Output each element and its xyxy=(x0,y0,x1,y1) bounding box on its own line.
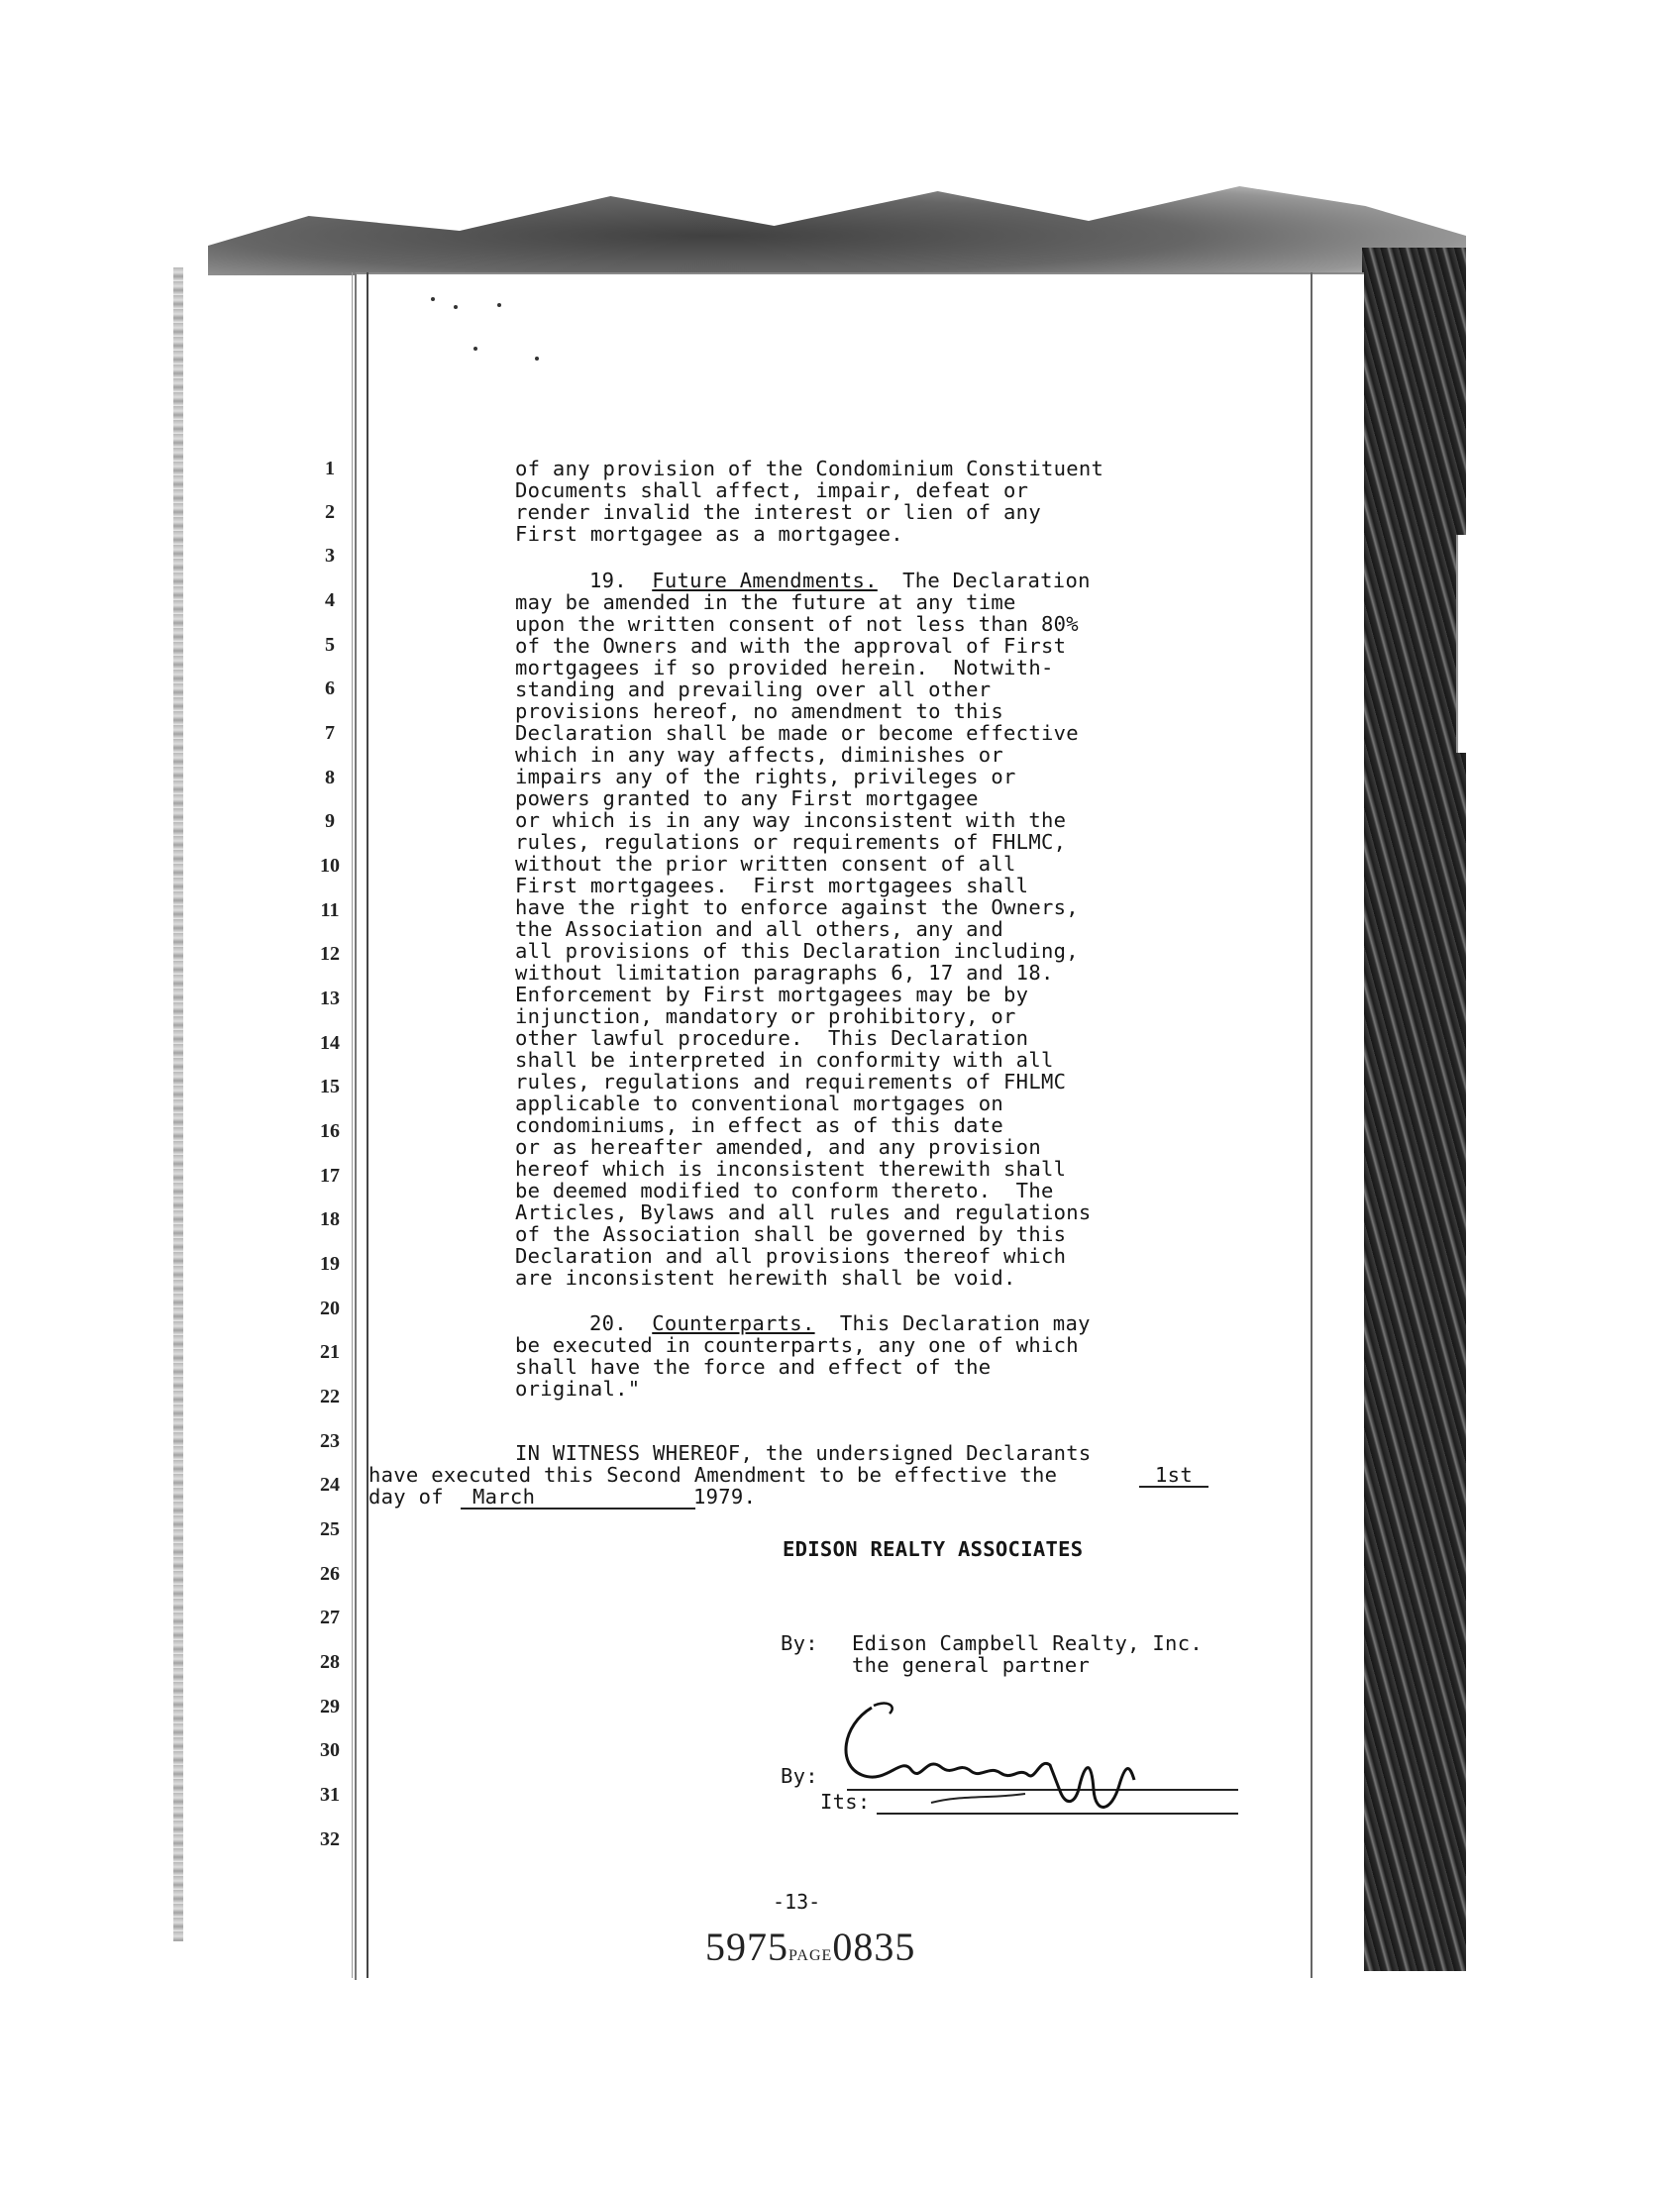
text-line: standing and prevailing over all other xyxy=(515,677,992,701)
text-line: hereof which is inconsistent therewith shall xyxy=(515,1157,1067,1181)
text-line: 1979. xyxy=(693,1485,757,1509)
text-line: day of xyxy=(368,1485,444,1509)
text-line: Articles, Bylaws and all rules and regulations xyxy=(515,1200,1092,1224)
left-margin-rule xyxy=(367,272,368,1978)
line-number: 16 xyxy=(320,1120,340,1142)
paragraph-heading: Counterparts. xyxy=(652,1311,815,1335)
text-line: or which is in any way inconsistent with the xyxy=(515,808,1067,832)
text-line: mortgagees if so provided herein. Notwith- xyxy=(515,656,1054,679)
paragraph-heading-rest: The Declaration xyxy=(902,569,1091,592)
text-line: render invalid the interest or lien of any xyxy=(515,500,1041,524)
paragraph-heading-rest: This Declaration may xyxy=(839,1311,1091,1335)
text-line: injunction, mandatory or prohibitory, or xyxy=(515,1004,1016,1028)
text-line: which in any way affects, diminishes or xyxy=(515,743,1004,767)
scan-speck xyxy=(431,297,435,301)
text-line: of the Association shall be governed by this xyxy=(515,1222,1067,1246)
line-number: 25 xyxy=(320,1518,340,1540)
line-number: 20 xyxy=(320,1298,340,1319)
by-entity: Edison Campbell Realty, Inc. xyxy=(852,1631,1203,1655)
line-number: 13 xyxy=(320,988,340,1009)
line-number: 1 xyxy=(325,458,335,479)
text-line: the Association and all others, any and xyxy=(515,917,1004,941)
paragraph-number: 20. xyxy=(589,1311,627,1335)
line-number: 26 xyxy=(320,1563,340,1585)
line-number: 22 xyxy=(320,1386,340,1407)
book-page-reference xyxy=(705,1924,915,1970)
text-line: Enforcement by First mortgagees may be by xyxy=(515,983,1029,1006)
text-line: without the prior written consent of all xyxy=(515,852,1016,876)
date-month-field: March xyxy=(461,1486,695,1510)
line-number: 19 xyxy=(320,1253,340,1275)
text-line: condominiums, in effect as of this date xyxy=(515,1113,1004,1137)
line-number: 18 xyxy=(320,1208,340,1230)
line-number: 29 xyxy=(320,1696,340,1718)
line-number: 23 xyxy=(320,1430,340,1452)
text-line: First mortgagee as a mortgagee. xyxy=(515,522,903,546)
text-line: of the Owners and with the approval of First xyxy=(515,634,1067,658)
scan-speck xyxy=(473,347,477,351)
book-page-number: 0835 xyxy=(832,1925,916,1969)
its-label: Its: xyxy=(820,1790,871,1814)
paragraph-19-heading-line xyxy=(589,570,1091,591)
signatory-role: the general partner xyxy=(852,1653,1091,1677)
text-line: impairs any of the rights, privileges or xyxy=(515,765,1016,788)
line-number: 28 xyxy=(320,1651,340,1673)
scan-edge-left xyxy=(173,267,183,1941)
text-line: all provisions of this Declaration including, xyxy=(515,939,1079,963)
text-line: have the right to enforce against the Owners, xyxy=(515,895,1079,919)
text-line: be deemed modified to conform thereto. The xyxy=(515,1179,1054,1202)
paragraph-number: 19. xyxy=(589,569,627,592)
line-number: 21 xyxy=(320,1341,340,1363)
scan-speck xyxy=(535,357,539,361)
line-number: 4 xyxy=(325,589,335,611)
scan-paper-fragment xyxy=(1456,535,1484,753)
text-line: shall have the force and effect of the xyxy=(515,1355,992,1379)
text-line: powers granted to any First mortgagee xyxy=(515,786,979,810)
line-number: 30 xyxy=(320,1739,340,1761)
line-number: 6 xyxy=(325,677,335,699)
line-number: 15 xyxy=(320,1076,340,1097)
text-line: may be amended in the future at any time xyxy=(515,590,1016,614)
line-number: 10 xyxy=(320,855,340,877)
by-label: By: xyxy=(781,1631,818,1655)
line-number: 11 xyxy=(320,899,340,921)
line-number: 24 xyxy=(320,1474,340,1496)
text-line: without limitation paragraphs 6, 17 and 18. xyxy=(515,961,1054,985)
text-line: rules, regulations and requirements of FHLMC xyxy=(515,1070,1067,1094)
text-line: or as hereafter amended, and any provision xyxy=(515,1135,1041,1159)
line-number: 2 xyxy=(325,501,335,523)
line-number: 17 xyxy=(320,1165,340,1187)
text-line: other lawful procedure. This Declaration xyxy=(515,1026,1029,1050)
text-line: have executed this Second Amendment to be effective the xyxy=(368,1463,1058,1487)
handwritten-signature xyxy=(832,1696,1169,1824)
text-line: shall be interpreted in conformity with all xyxy=(515,1048,1054,1072)
paragraph-heading: Future Amendments. xyxy=(652,569,878,592)
signature-by-label: By: xyxy=(781,1764,818,1788)
text-line: First mortgagees. First mortgagees shall xyxy=(515,874,1029,897)
book-number: 5975 xyxy=(705,1925,788,1969)
text-line: original." xyxy=(515,1377,641,1401)
text-line: Declaration shall be made or become effective xyxy=(515,721,1079,745)
line-number: 32 xyxy=(320,1828,340,1850)
signatory-entity: EDISON REALTY ASSOCIATES xyxy=(783,1537,1084,1561)
text-line: of any provision of the Condominium Constituent xyxy=(515,457,1104,480)
page-label: PAGE xyxy=(788,1947,833,1964)
right-margin-rule xyxy=(1311,272,1312,1978)
text-line: applicable to conventional mortgages on xyxy=(515,1092,1004,1115)
text-line: are inconsistent herewith shall be void. xyxy=(515,1266,1016,1290)
line-number: 27 xyxy=(320,1607,340,1628)
line-number: 7 xyxy=(325,722,335,744)
text-line: IN WITNESS WHEREOF, the undersigned Declarants xyxy=(515,1441,1092,1465)
scan-shadow-right xyxy=(1362,248,1466,1971)
page-number: -13- xyxy=(773,1890,821,1914)
line-number: 3 xyxy=(325,545,335,567)
text-line: Documents shall affect, impair, defeat or xyxy=(515,478,1029,502)
line-number: 12 xyxy=(320,943,340,965)
paragraph-20-heading-line xyxy=(589,1312,1091,1334)
line-number: 9 xyxy=(325,810,335,832)
text-line: provisions hereof, no amendment to this xyxy=(515,699,1004,723)
scan-shadow-top xyxy=(208,176,1466,275)
text-line: be executed in counterparts, any one of which xyxy=(515,1333,1079,1357)
line-number: 8 xyxy=(325,767,335,788)
text-line: upon the written consent of not less than 80% xyxy=(515,612,1079,636)
date-day-field: 1st xyxy=(1139,1464,1208,1488)
gutter-rule xyxy=(352,272,353,1978)
line-number: 14 xyxy=(320,1032,340,1054)
text-line: rules, regulations or requirements of FHLMC, xyxy=(515,830,1067,854)
scan-speck xyxy=(497,303,501,307)
scan-speck xyxy=(454,305,458,309)
text-line: Declaration and all provisions thereof which xyxy=(515,1244,1067,1268)
line-number: 31 xyxy=(320,1784,340,1806)
line-number: 5 xyxy=(325,634,335,656)
